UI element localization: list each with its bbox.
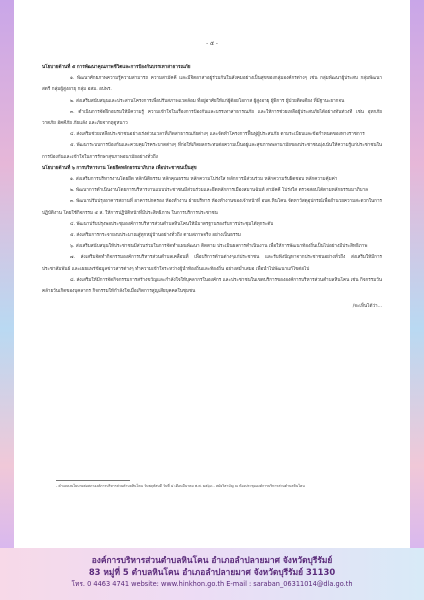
policy-6-item-3: ๓. พัฒนาปรับปรุงอาคารสถานที่ อาคารปกครอง ห้องทำงาน ฝ่ายบริหาร ห้องทำงานของเจ้าหน้าที่ อบต.หินโคน จัดหาวัสดุอุปกรณ์เพื่ออำนวยความสะดวกในการปฏิบัติงาน โดยใช้กิจกรรม ๕ ส. ให้การปฏิบัติหน้าที่มีประสิทธิภาพ ในการบริการประชาชน — [42, 199, 382, 216]
policy-6-item-8: ๘. ส่งเสริมให้มีการจัดกิจกรรมการสร้างขวัญและกำลังใจให้บุคลากรในองค์กร และประชาชนในเขตบริการขององค์การบริหารส่วนตำบลหินโคน เช่น กิจกรรมวันคล้ายวันเกิดของบุคลากร กิจกรรมให้กำลังใจเมื่อเกิดการสูญเสียบุคคลในชุมชน — [42, 277, 382, 295]
policy-6-item-4: ๔. พัฒนาปรับปรุงพอประชุมองค์การบริหารส่วนตำบลหินโคนให้มีมาตรฐานรองรับการประชุมได้ทุกระดับ — [70, 221, 274, 227]
letterhead-footer — [0, 548, 424, 600]
footer-address: 83 หมู่ที่ 5 ตำบลหินโคน อำเภอลำปลายมาศ จังหวัดบุรีรัมย์ 31130 — [88, 567, 336, 577]
policy-5-item-2: ๒. ส่งเสริมสนับสนุนและประสานโครงการเพื่อปรับสภาพแวดล้อม ที่อยู่อาศัยให้แก่ผู้ด้อยโอกาส ผู้สูงอายุ ผู้พิการ ผู้ป่วยติดเตียง ที่มีฐานะยากจน — [70, 98, 345, 104]
policy-5-item-4: ๔. ส่งเสริมช่วยเหลือประชาชนอย่างเร่งด่วนเวลาที่เกิดสาธารณภัยต่างๆ และจัดทำโครงการฟื้นฟูผู้ประสบภัย ตามระเบียบและข้อกำหนดของทางราชการ — [70, 132, 365, 138]
policy-6-item-1: ๑. ส่งเสริมการบริหารงานโดยยึด หลักนิติธรรม หลักคุณธรรม หลักความโปร่งใส หลักการมีส่วนร่วม หลักความรับผิดชอบ หลักความคุ้มค่า — [70, 177, 338, 183]
page-number: - ๕ - — [206, 41, 218, 47]
footnote: - คำแถลงนโยบายต่อสภาองค์การบริหารส่วนตำบลหินโคน วันพฤหัสบดี วันที่ ๔ เดือนมีนาคม พ.ศ. ๒๕๖๓ - สมัยวิสามัญ ณ ห้องประชุมองค์การบริหารส่วนตำบลหินโคน — [56, 484, 305, 488]
policy-5-item-5: ๕. พัฒนาระบบการป้องกันและควบคุมโรคระบาดต่างๆ ที่ก่อให้เกิดผลกระทบต่อความเป็นอยู่และสุขภาพพลานามัยของประชาชนมุ่งเน้นให้ความรู้แก่ประชาชนในการป้องกันและเข้าใจในการรักษาสุขภาพอนามัยอย่างทั่วถึง — [42, 143, 382, 160]
policy-6-item-5: ๕. ส่งเสริมการกระจายงบประมาณสู่ทุกหมู่บ้านอย่างทั่วถึง ตามสภาพจริง อย่างเป็นธรรม — [70, 233, 241, 239]
document-body — [42, 62, 382, 312]
policy-6-item-6: ๖. ส่งเสริมสนับสนุนให้ประชาชนมีส่วนร่วมในการจัดทำแผนพัฒนา ติดตาม ประเมินผลการดำเนินงาน เพื่อให้การพัฒนาท้องถิ่นเป็นไปอย่างมีประสิทธิภาพ — [70, 244, 368, 250]
footer-contact: โทร. 0 4463 4741 website: www.hinkhon.go.th E-mail : saraban_06311014@dla.go.th — [71, 580, 353, 588]
footer-organization: องค์การบริหารส่วนตำบลหินโคน อำเภอลำปลายมาศ จังหวัดบุรีรัมย์ — [91, 555, 333, 565]
continuation-note: /จะเห็นได้ว่า... — [352, 304, 382, 310]
policy-5-item-1: ๑. พัฒนาศักยภาพความรู้ความสามารถ ความสามัคคี และมีจิตอาสาอยู่ร่วมกันในสังคมอย่างเป็นสุขของกลุ่มองค์กรต่างๆ เช่น กลุ่มพัฒนาผู้ประสบ กลุ่มพัฒนาสตรี กลุ่มผู้สูงอายุ กลุ่ม อสม. อปพร. — [42, 76, 382, 93]
policy-6-heading: นโยบายด้านที่ ๖ การบริหารงาน โดยยึดหลักธรรมาภิบาล เพื่อประชาชนเป็นสุข — [42, 165, 197, 171]
policy-5-heading: นโยบายด้านที่ ๕ การพัฒนาคุณภาพชีวิตและการป้องกันบรรเทาสาธารณภัย — [42, 65, 191, 70]
policy-6-item-7: ๗. ส่งเสริมจัดทำกิจกรรมองค์การบริหารส่วนตำบลเคลื่อนที่ เพื่อบริการด้านต่างๆแก่ประชาชน และรับฟังปัญหาจากประชาชนอย่างทั่วถึง ส่งเสริมให้มีการประชาสัมพันธ์ และเผยแพร่ข้อมูลข่าวสารต่างๆ ทำความเข้าใจระหว่างผู้นำท้องถิ่นและท้องถิ่น อย่างสม่ำเสมอ เพื่อนำไปพัฒนาแก้ไขต่อไป — [42, 255, 382, 272]
footnote-divider — [56, 480, 130, 481]
policy-5-item-3: ๓. ดำเนินการจัดฝึกอบรมให้มีความรู้ ความเข้าใจในเรื่องการป้องกันและบรรเทาสาธารณภัย และให้การช่วยเหลือผู้ประสบภัยได้อย่างทันท่วงที เช่น อุทกภัย วาตภัย อัคคีภัย ภัยแล้ง และภัยจากฤดูหนาว — [42, 109, 382, 127]
policy-6-item-2: ๒. พัฒนาการดำเนินงานโดยการบริหารงานแบบประชาชนมีส่วนร่วมและยึดหลักการเมืองสมานฉันท์ สามัคคี โปร่งใส ตรวจสอบได้ตามหลักธรรมมาภิบาล — [70, 188, 368, 194]
decorative-left-border — [0, 0, 14, 548]
decorative-right-border — [410, 0, 424, 548]
